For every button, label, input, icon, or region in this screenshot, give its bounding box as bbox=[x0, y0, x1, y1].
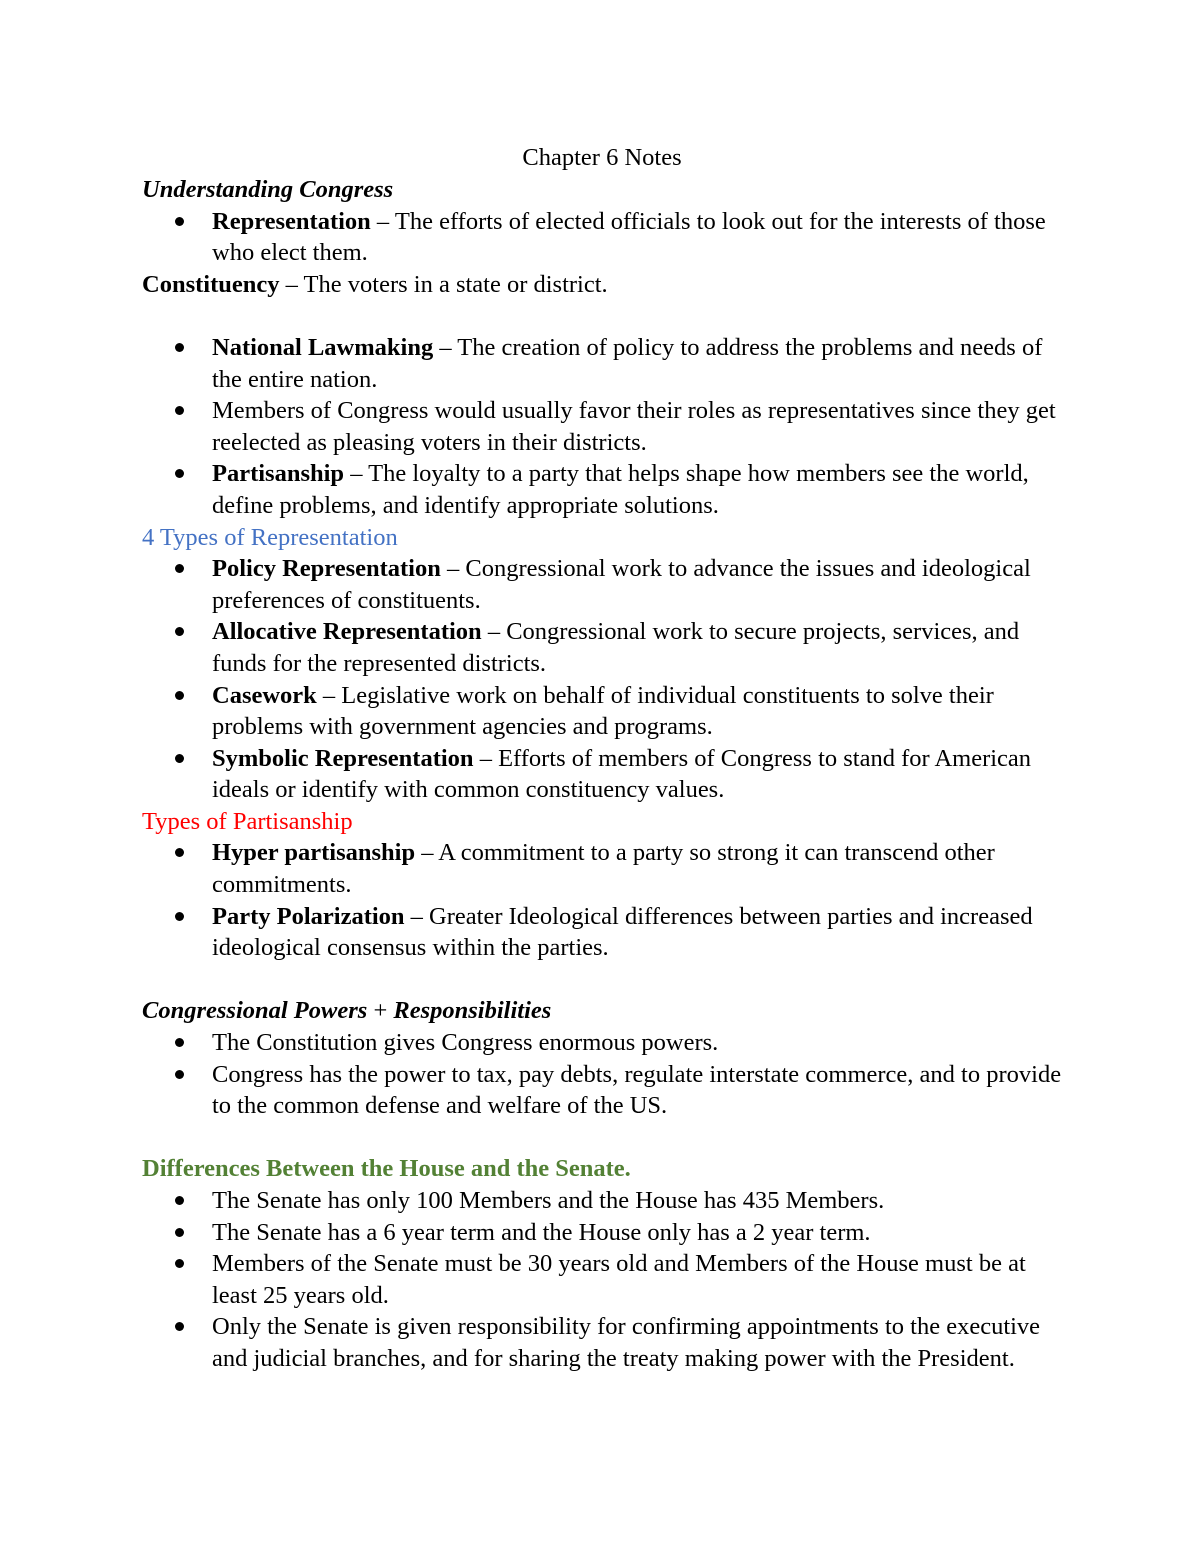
list-text: The Constitution gives Congress enormous powers. bbox=[212, 1029, 719, 1057]
bullet-icon bbox=[175, 564, 184, 573]
definition: Efforts of members of Congress to stand for American ideals or identify with common constituency values. bbox=[212, 744, 1032, 804]
document-body bbox=[142, 142, 1062, 1375]
powers-list bbox=[142, 1027, 1062, 1122]
bullet-icon bbox=[175, 1228, 184, 1237]
definition: The creation of policy to address the problems and needs of the entire nation. bbox=[212, 333, 1043, 393]
differences-heading: Differences Between the House and the Senate. bbox=[142, 1155, 631, 1183]
definition: Greater Ideological differences between parties and increased ideological consensus within the parties. bbox=[212, 902, 1033, 962]
understanding-congress-heading: Understanding Congress bbox=[142, 176, 394, 203]
definition: Congressional work to secure projects, services, and funds for the represented districts. bbox=[212, 618, 1020, 677]
term: Allocative Representation bbox=[212, 618, 482, 646]
partisanship-types-heading: Types of Partisanship bbox=[142, 807, 353, 835]
bullet-icon bbox=[175, 691, 184, 700]
separator: – bbox=[316, 681, 342, 709]
list-item bbox=[142, 1059, 1062, 1122]
list-item bbox=[142, 1248, 1062, 1311]
list-text: Only the Senate is given responsibility for confirming appointments to the executive and judicial branches, and for sharing the treaty making power with the President. bbox=[212, 1313, 1041, 1372]
list-item bbox=[142, 680, 1062, 743]
term: National Lawmaking bbox=[212, 333, 434, 361]
term: Symbolic Representation bbox=[212, 744, 474, 772]
term: Representation bbox=[212, 207, 371, 235]
list-text: Congress has the power to tax, pay debts, regulate interstate commerce, and to provide to the common defense and welfare of the US. bbox=[212, 1060, 1062, 1120]
powers-heading-plus: + bbox=[367, 997, 394, 1025]
page-title: Chapter 6 Notes bbox=[522, 144, 682, 171]
definition: The loyalty to a party that helps shape how members see the world, define problems, and identify appropriate solutions. bbox=[212, 460, 1029, 519]
separator: – bbox=[344, 460, 369, 488]
separator: – bbox=[440, 555, 466, 583]
separator: – bbox=[404, 902, 430, 930]
list-item bbox=[142, 1027, 1062, 1059]
term: Policy Representation bbox=[212, 555, 441, 583]
list-item bbox=[142, 395, 1062, 458]
bullet-icon bbox=[175, 1038, 184, 1047]
powers-heading bbox=[142, 995, 1062, 1027]
term: Party Polarization bbox=[212, 902, 405, 930]
bullet-icon bbox=[175, 912, 184, 921]
spacer bbox=[142, 964, 1062, 996]
list-text: The Senate has only 100 Members and the House has 435 Members. bbox=[212, 1187, 885, 1214]
spacer bbox=[142, 1122, 1062, 1154]
powers-heading-part: Congressional Powers bbox=[142, 997, 368, 1025]
differences-list bbox=[142, 1185, 1062, 1375]
bullet-icon bbox=[175, 343, 184, 352]
separator: – bbox=[433, 333, 458, 361]
term: Partisanship bbox=[212, 460, 345, 488]
term: Casework bbox=[212, 681, 317, 709]
list-item bbox=[142, 901, 1062, 964]
list-item bbox=[142, 206, 1062, 269]
bullet-icon bbox=[175, 217, 184, 226]
bullet-icon bbox=[175, 1322, 184, 1331]
bullet-icon bbox=[175, 754, 184, 763]
separator: – bbox=[279, 270, 304, 298]
bullet-icon bbox=[175, 406, 184, 415]
definition: The voters in a state or district. bbox=[303, 270, 608, 298]
list-item bbox=[142, 1311, 1062, 1374]
definition: Members of Congress would usually favor their roles as representatives since they get reelected as pleasing voters in their districts. bbox=[212, 397, 1056, 456]
lawmaking-list bbox=[142, 332, 1062, 522]
definition: Legislative work on behalf of individual constituents to solve their problems with government agencies and programs. bbox=[212, 681, 994, 741]
list-item bbox=[142, 743, 1062, 806]
list-item bbox=[142, 616, 1062, 679]
term: Hyper partisanship bbox=[212, 839, 416, 867]
representation-types-list bbox=[142, 553, 1062, 806]
separator: – bbox=[473, 744, 499, 772]
bullet-icon bbox=[175, 1070, 184, 1079]
list-item bbox=[142, 1185, 1062, 1217]
representation-list bbox=[142, 206, 1062, 269]
list-item bbox=[142, 837, 1062, 900]
separator: – bbox=[481, 618, 507, 646]
term: Constituency bbox=[142, 270, 280, 298]
bullet-icon bbox=[175, 848, 184, 857]
bullet-icon bbox=[175, 1196, 184, 1205]
list-text: Members of the Senate must be 30 years old and Members of the House must be at least 25 years old. bbox=[212, 1250, 1026, 1309]
spacer bbox=[142, 300, 1062, 332]
bullet-icon bbox=[175, 627, 184, 636]
bullet-icon bbox=[175, 1259, 184, 1268]
partisanship-types-list bbox=[142, 837, 1062, 963]
list-item bbox=[142, 553, 1062, 616]
bullet-icon bbox=[175, 469, 184, 478]
separator: – bbox=[415, 839, 439, 867]
constituency-line bbox=[142, 269, 1062, 301]
list-item bbox=[142, 332, 1062, 395]
representation-types-heading: 4 Types of Representation bbox=[142, 523, 398, 551]
list-text: The Senate has a 6 year term and the House only has a 2 year term. bbox=[212, 1218, 871, 1246]
responsibilities-heading-part: Responsibilities bbox=[393, 997, 552, 1025]
definition: A commitment to a party so strong it can transcend other commitments. bbox=[212, 839, 995, 899]
list-item bbox=[142, 458, 1062, 521]
separator: – bbox=[370, 207, 395, 235]
definition: Congressional work to advance the issues and ideological preferences of constituents. bbox=[212, 555, 1031, 614]
definition: The efforts of elected officials to look out for the interests of those who elect them. bbox=[212, 207, 1046, 267]
list-item bbox=[142, 1217, 1062, 1249]
